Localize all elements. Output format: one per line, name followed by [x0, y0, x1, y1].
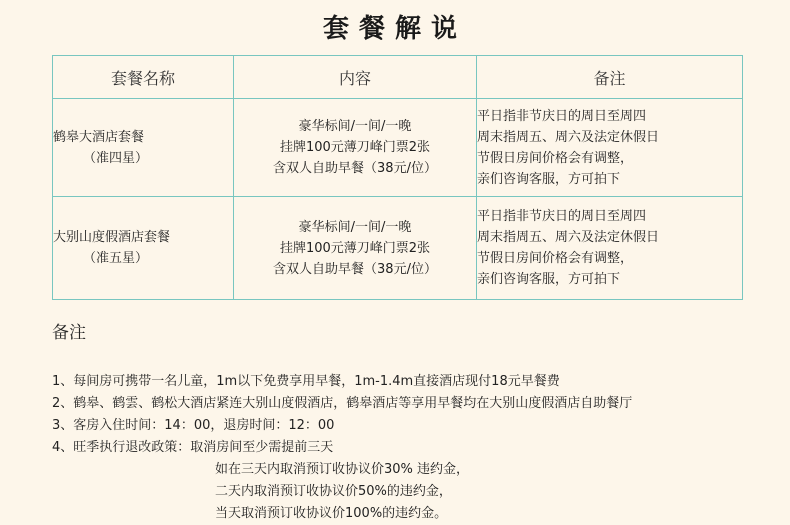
note-line: 亲们咨询客服，方可拍下 — [477, 171, 621, 187]
package-table — [52, 55, 743, 300]
notes-list — [52, 371, 632, 525]
note-line: 平日指非节庆日的周日至周四 — [477, 108, 647, 124]
table-header-row — [53, 56, 743, 99]
package-content-cell — [234, 99, 477, 197]
package-grade: （准五星） — [83, 251, 149, 266]
note-line: 平日指非节庆日的周日至周四 — [477, 209, 647, 224]
policy-lines — [52, 459, 632, 525]
header-package-name: 套餐名称 — [53, 56, 234, 99]
note-line: 周末指周五、周六及法定休假日 — [477, 230, 660, 245]
note-line: 节假日房间价格会有调整， — [477, 251, 634, 266]
policy-line: 当天取消预订收协议价100%的违约金。 — [215, 506, 448, 521]
table-row — [53, 99, 743, 197]
content-line: 含双人自助早餐（38元/位） — [273, 161, 437, 176]
note-line: 周末指周五、周六及法定休假日 — [477, 129, 660, 145]
package-name-cell — [53, 99, 234, 197]
package-content-cell — [234, 197, 477, 300]
package-name: 大别山度假酒店套餐 — [53, 230, 171, 245]
notes-heading: 备注 — [52, 323, 86, 343]
content-line: 豪华标间/一间/一晚 — [298, 219, 412, 235]
policy-line: 如在三天内取消预订收协议价30% 违约金， — [215, 462, 470, 477]
table-row — [53, 197, 743, 300]
content-line: 豪华标间/一间/一晚 — [298, 119, 412, 134]
package-grade: （准四星） — [83, 150, 149, 166]
content-line: 挂牌100元薄刀峰门票2张 — [279, 140, 431, 155]
content-line: 含双人自助早餐（38元/位） — [273, 261, 437, 277]
package-name-cell — [53, 197, 234, 300]
package-name: 鹤皋大酒店套餐 — [53, 129, 145, 145]
list-item: 4、旺季执行退改政策：取消房间至少需提前三天 — [52, 440, 334, 455]
policy-line: 二天内取消预订收协议价50%的违约金， — [215, 484, 452, 499]
note-line: 亲们咨询客服，方可拍下 — [477, 272, 621, 287]
header-content: 内容 — [234, 56, 477, 99]
page-title: 套餐解说 — [322, 14, 467, 44]
list-item: 3、客房入住时间：14：00，退房时间：12：00 — [52, 418, 335, 433]
package-note-cell — [477, 197, 743, 300]
content-line: 挂牌100元薄刀峰门票2张 — [279, 240, 431, 256]
package-note-cell — [477, 99, 743, 197]
list-item: 1、每间房可携带一名儿童，1m以下免费享用早餐，1m-1.4m直接酒店现付18元早餐费 — [52, 374, 560, 389]
header-note: 备注 — [477, 56, 743, 99]
list-item: 2、鹤皋、鹤雲、鹤松大酒店紧连大别山度假酒店，鹤皋酒店等享用早餐均在大别山度假酒店自助餐厅 — [52, 396, 633, 411]
note-line: 节假日房间价格会有调整， — [477, 150, 634, 166]
